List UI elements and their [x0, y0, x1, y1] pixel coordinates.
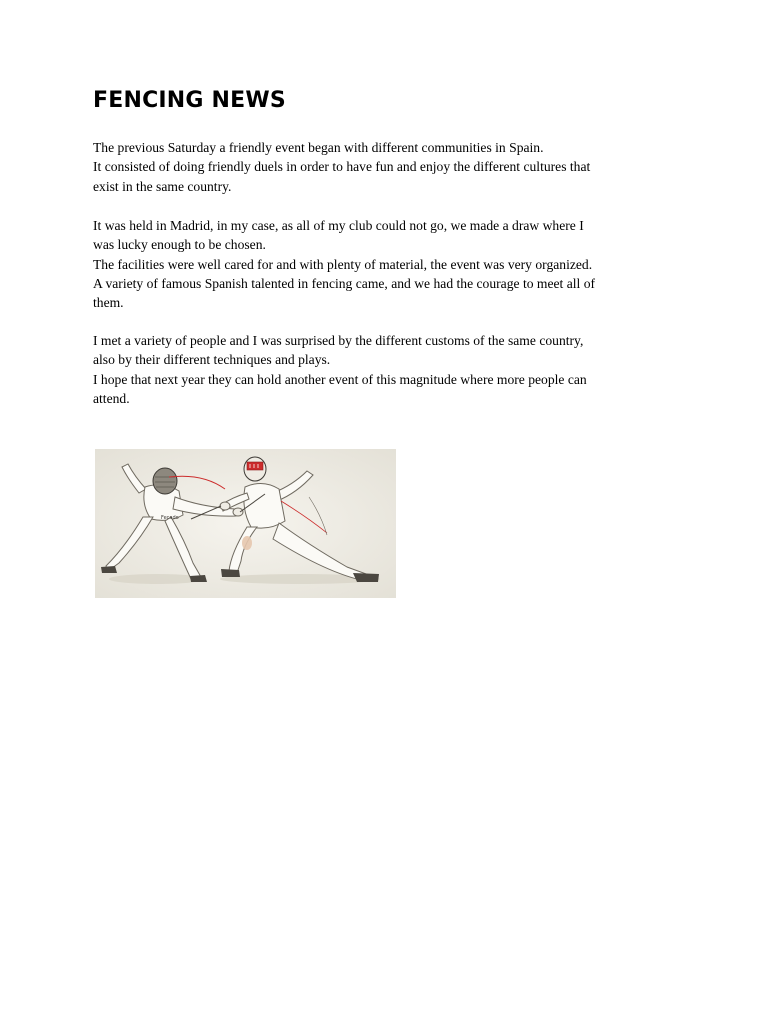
- paragraph-line: I hope that next year they can hold another event of this magnitude where more people can: [93, 371, 587, 387]
- paragraph-line: The previous Saturday a friendly event began with different communities in Spain.: [93, 140, 544, 155]
- paragraph-line: The facilities were well cared for and with plenty of material, the event was very organized.: [93, 256, 593, 272]
- paragraph-line: A variety of famous Spanish talented in fencing came, and we had the courage to meet all of: [93, 275, 596, 291]
- paragraph-line: It was held in Madrid, in my case, as all of my club could not go, we made a draw where I: [93, 218, 584, 233]
- paragraph-line: attend.: [93, 390, 130, 406]
- paragraph-line: exist in the same country.: [93, 178, 232, 194]
- page-title: FENCING NEWS: [93, 88, 286, 113]
- paragraph-madrid-event: [93, 216, 683, 312]
- paragraph-line: I met a variety of people and I was surprised by the different customs of the same country,: [93, 333, 584, 348]
- paragraph-line: was lucky enough to be chosen.: [93, 237, 266, 253]
- fencing-illustration: [95, 449, 396, 598]
- sleeve-text: Fecado: [161, 515, 179, 521]
- paragraph-line: also by their different techniques and plays.: [93, 352, 331, 368]
- fencing-duel-illustration-icon: [95, 449, 396, 598]
- paragraph-people-and-future: [93, 331, 683, 408]
- paragraph-line: them.: [93, 295, 124, 311]
- paragraph-line: It consisted of doing friendly duels in order to have fun and enjoy the different cultures that: [93, 159, 591, 175]
- paragraph-event-intro: [93, 138, 683, 196]
